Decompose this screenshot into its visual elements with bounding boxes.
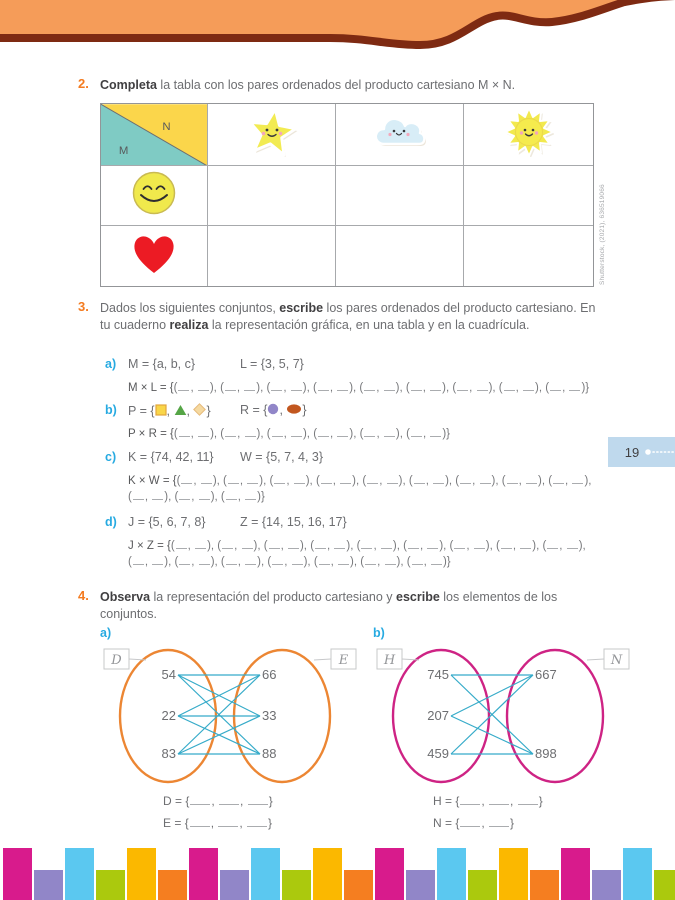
product-pairs: J × Z = {( , ), ( , ), ( , ), ( , ), ( , ), ( , ), ( , ), ( , ), ( , ), ( , ), ( , ), ( , ), ( , ), ( , ), ( , ), ( , )} <box>128 540 586 568</box>
footer-color-bars <box>0 848 675 900</box>
footer-bar <box>592 870 621 900</box>
answer-blank[interactable] <box>294 480 305 484</box>
answer-blank[interactable] <box>248 801 268 805</box>
footer-bar <box>468 870 497 900</box>
answer-blank[interactable] <box>572 480 583 484</box>
smiley-icon <box>130 169 178 217</box>
exercise3-instruction: Dados los siguientes conjuntos, escribe los pares ordenados del producto cartesiano. En tu cuaderno realiza la representación gráfica, en una tabla y en la cuadrícula. <box>100 301 596 332</box>
diagram-a-label: a) <box>100 626 112 640</box>
table-cell-empty[interactable] <box>464 226 593 286</box>
answer-blank[interactable] <box>518 801 538 805</box>
answer-row-d: D = { , , } <box>163 794 273 808</box>
answer-blank[interactable] <box>387 480 398 484</box>
footer-bar <box>375 848 404 900</box>
diamond-shape-icon <box>193 403 206 416</box>
item-letter: b) <box>105 403 117 417</box>
product-label: M × L = { <box>128 382 174 394</box>
answer-blank[interactable] <box>501 545 512 549</box>
answer-blank[interactable] <box>507 480 518 484</box>
answer-blank[interactable] <box>292 561 303 565</box>
table-cell-empty[interactable] <box>336 166 464 226</box>
answer-blank[interactable] <box>430 387 441 391</box>
exercise2-instruction: Completa la tabla con los pares ordenados del producto cartesiano M × N. <box>100 78 516 92</box>
product-label: J × Z = { <box>128 540 171 552</box>
answer-blank[interactable] <box>477 387 488 391</box>
item-letter: a) <box>105 357 117 371</box>
answer-blank[interactable] <box>181 480 192 484</box>
cartesian-mapping-diagram <box>90 640 370 792</box>
exercise3-item-d <box>105 515 615 570</box>
answer-blank[interactable] <box>272 433 283 437</box>
page-number: 19 <box>624 445 640 460</box>
star-icon <box>246 107 298 157</box>
answer-blank[interactable] <box>271 387 282 391</box>
set-name: E <box>163 816 172 830</box>
set-definition-2: L = {3, 5, 7} <box>240 357 304 371</box>
answer-blank[interactable] <box>179 561 190 565</box>
item-letter: c) <box>105 450 117 464</box>
table-header-cell <box>336 104 464 166</box>
answer-blank[interactable] <box>198 433 209 437</box>
table-row-header-cell <box>101 166 208 226</box>
set-label: E <box>338 653 349 668</box>
set-element-value: 22 <box>161 708 176 723</box>
set-element-value: 745 <box>427 667 449 682</box>
exercise2-number: 2. <box>78 76 89 91</box>
answer-blank[interactable] <box>228 480 239 484</box>
set-element-value: 459 <box>427 746 449 761</box>
cloud-icon <box>373 113 427 151</box>
answer-blank[interactable] <box>414 480 425 484</box>
exercise4-number: 4. <box>78 588 89 603</box>
set-definition-2: W = {5, 7, 4, 3} <box>240 450 324 464</box>
answer-row-n: N = { , } <box>433 816 515 830</box>
answer-blank[interactable] <box>226 561 237 565</box>
answer-blank[interactable] <box>340 480 351 484</box>
diagram-a <box>90 640 370 797</box>
answer-blank[interactable] <box>427 545 438 549</box>
answer-blank[interactable] <box>460 480 471 484</box>
footer-bar <box>158 870 187 900</box>
answer-blank[interactable] <box>474 545 485 549</box>
answer-blank[interactable] <box>411 433 422 437</box>
set-name: H <box>433 794 442 808</box>
answer-blank[interactable] <box>412 561 423 565</box>
exercise3-item-b <box>105 403 615 442</box>
answer-blank[interactable] <box>195 545 206 549</box>
footer-bar <box>623 848 652 900</box>
footer-bar <box>313 848 342 900</box>
set-name: D <box>163 794 172 808</box>
answer-blank[interactable] <box>431 561 442 565</box>
answer-blank[interactable] <box>272 561 283 565</box>
exercise3-number: 3. <box>78 299 89 314</box>
table-row-header-cell <box>101 226 208 286</box>
answer-blank[interactable] <box>179 496 190 500</box>
corner-label-n: N <box>162 120 171 133</box>
answer-blank[interactable] <box>454 545 465 549</box>
answer-blank[interactable] <box>550 387 561 391</box>
answer-blank[interactable] <box>242 545 253 549</box>
answer-blank[interactable] <box>569 387 580 391</box>
answer-blank[interactable] <box>179 433 190 437</box>
table-cell-empty[interactable] <box>336 226 464 286</box>
answer-blank[interactable] <box>245 433 256 437</box>
answer-blank[interactable] <box>199 561 210 565</box>
footer-bar <box>251 848 280 900</box>
set-element-value: 667 <box>535 667 557 682</box>
answer-blank[interactable] <box>225 387 236 391</box>
star-icon-cell <box>246 107 298 162</box>
set-element-value: 83 <box>161 746 176 761</box>
answer-blank[interactable] <box>219 801 239 805</box>
set-definition-2: Z = {14, 15, 16, 17} <box>240 515 347 529</box>
answer-blank[interactable] <box>133 496 144 500</box>
set-definition-2: R = { , } <box>240 403 307 417</box>
answer-blank[interactable] <box>430 433 441 437</box>
answer-blank[interactable] <box>269 545 280 549</box>
answer-blank[interactable] <box>288 545 299 549</box>
answer-blank[interactable] <box>245 561 256 565</box>
answer-blank[interactable] <box>567 545 578 549</box>
answer-blank[interactable] <box>457 387 468 391</box>
set-definition-1: K = {74, 42, 11} <box>128 450 214 464</box>
footer-bar <box>499 848 528 900</box>
answer-blank[interactable] <box>411 387 422 391</box>
answer-blank[interactable] <box>319 561 330 565</box>
table-cell-empty[interactable] <box>208 226 336 286</box>
answer-blank[interactable] <box>460 801 480 805</box>
set-element-value: 54 <box>161 667 176 682</box>
set-definition-1: M = {a, b, c} <box>128 357 196 371</box>
set-element-value: 88 <box>262 746 277 761</box>
answer-blank[interactable] <box>190 823 210 827</box>
set-element-value: 33 <box>262 708 277 723</box>
footer-bar <box>344 870 373 900</box>
table-corner-cell <box>101 104 208 166</box>
answer-blank[interactable] <box>504 387 515 391</box>
answer-blank[interactable] <box>334 545 345 549</box>
footer-bar <box>530 870 559 900</box>
set-label: N <box>610 653 623 668</box>
item-letter: d) <box>105 515 117 529</box>
answer-blank[interactable] <box>244 387 255 391</box>
exercise3-item-a <box>105 357 615 396</box>
answer-row-h: H = { , , } <box>433 794 543 808</box>
answer-blank[interactable] <box>520 545 531 549</box>
square-shape-icon <box>155 404 167 416</box>
answer-blank[interactable] <box>364 387 375 391</box>
triangle-shape-icon <box>174 404 187 416</box>
answer-blank[interactable] <box>460 823 480 827</box>
heart-icon <box>131 232 177 276</box>
answer-blank[interactable] <box>152 561 163 565</box>
answer-blank[interactable] <box>480 480 491 484</box>
answer-blank[interactable] <box>526 480 537 484</box>
answer-blank[interactable] <box>489 823 509 827</box>
exercise3-item-c <box>105 450 615 505</box>
cloud-icon-cell <box>373 113 427 156</box>
answer-blank[interactable] <box>385 561 396 565</box>
set-element-value: 898 <box>535 746 557 761</box>
answer-blank[interactable] <box>367 480 378 484</box>
footer-bar <box>34 870 63 900</box>
table-header-cell <box>208 104 336 166</box>
footer-bar <box>282 870 311 900</box>
sun-icon-cell <box>504 107 554 162</box>
answer-blank[interactable] <box>247 480 258 484</box>
footer-bar <box>3 848 32 900</box>
footer-bar <box>437 848 466 900</box>
table-cell-empty[interactable] <box>464 166 593 226</box>
answer-blank[interactable] <box>178 387 189 391</box>
footer-bar <box>654 870 675 900</box>
answer-blank[interactable] <box>384 433 395 437</box>
answer-blank[interactable] <box>152 496 163 500</box>
answer-blank[interactable] <box>361 545 372 549</box>
table-header-cell <box>464 104 593 166</box>
answer-blank[interactable] <box>553 480 564 484</box>
badge-dot <box>645 449 651 455</box>
sun-icon <box>504 107 554 157</box>
product-label: K × W = { <box>128 475 177 487</box>
diagram-b <box>363 640 643 797</box>
answer-blank[interactable] <box>245 496 256 500</box>
answer-blank[interactable] <box>365 561 376 565</box>
set-element-value: 66 <box>262 667 277 682</box>
header-wave <box>0 0 675 56</box>
answer-blank[interactable] <box>315 545 326 549</box>
answer-blank[interactable] <box>384 387 395 391</box>
set-label: D <box>111 653 122 668</box>
answer-blank[interactable] <box>226 496 237 500</box>
circle-shape-icon <box>267 403 279 415</box>
answer-blank[interactable] <box>321 480 332 484</box>
answer-blank[interactable] <box>274 480 285 484</box>
table-corner-diagonal <box>101 104 207 166</box>
answer-blank[interactable] <box>291 433 302 437</box>
answer-blank[interactable] <box>176 545 187 549</box>
footer-bar <box>96 870 125 900</box>
answer-blank[interactable] <box>133 561 144 565</box>
answer-blank[interactable] <box>199 496 210 500</box>
cartesian-table <box>100 103 594 287</box>
footer-bar <box>220 870 249 900</box>
answer-blank[interactable] <box>201 480 212 484</box>
relation-line <box>451 675 533 716</box>
answer-blank[interactable] <box>523 387 534 391</box>
exercise4-instruction: Observa la representación del producto cartesiano y escribe los elementos de los conjuntos. <box>100 590 558 621</box>
answer-blank[interactable] <box>338 561 349 565</box>
set-definition-1: J = {5, 6, 7, 8} <box>128 515 206 529</box>
set-label: H <box>383 653 396 668</box>
footer-bar <box>127 848 156 900</box>
corner-label-m: M <box>118 144 129 157</box>
answer-blank[interactable] <box>318 433 329 437</box>
product-label: P × R = { <box>128 428 174 440</box>
footer-bar <box>406 870 435 900</box>
set-definition-1: P = { , , } <box>128 404 211 418</box>
relation-line <box>451 716 533 754</box>
answer-row-e: E = { , , } <box>163 816 273 830</box>
product-pairs: P × R = {( , ), ( , ), ( , ), ( , ), ( , ), ( , )} <box>128 428 450 440</box>
answer-blank[interactable] <box>247 823 267 827</box>
page-number-badge <box>608 437 675 467</box>
footer-bar <box>189 848 218 900</box>
product-pairs: K × W = {( , ), ( , ), ( , ), ( , ), ( , ), ( , ), ( , ), ( , ), ( , ), ( , ), ( , ), ( , )} <box>128 475 592 503</box>
footer-bar <box>65 848 94 900</box>
answer-blank[interactable] <box>222 545 233 549</box>
answer-blank[interactable] <box>218 823 238 827</box>
oval-shape-icon <box>286 403 302 415</box>
answer-blank[interactable] <box>318 387 329 391</box>
answer-blank[interactable] <box>337 433 348 437</box>
answer-blank[interactable] <box>408 545 419 549</box>
answer-blank[interactable] <box>364 433 375 437</box>
answer-blank[interactable] <box>489 801 509 805</box>
photo-credit: Shutterstock, (2021), 636519066 <box>599 184 606 285</box>
answer-blank[interactable] <box>433 480 444 484</box>
answer-blank[interactable] <box>198 387 209 391</box>
product-pairs: M × L = {( , ), ( , ), ( , ), ( , ), ( , ), ( , ), ( , ), ( , ), ( , )} <box>128 382 590 394</box>
diagram-b-label: b) <box>373 626 385 640</box>
answer-blank[interactable] <box>381 545 392 549</box>
set-name: N <box>433 816 442 830</box>
set-element-value: 207 <box>427 708 449 723</box>
table-cell-empty[interactable] <box>208 166 336 226</box>
footer-bar <box>561 848 590 900</box>
cartesian-mapping-diagram <box>363 640 643 792</box>
smiley-icon-cell <box>130 169 178 222</box>
answer-blank[interactable] <box>547 545 558 549</box>
answer-blank[interactable] <box>291 387 302 391</box>
answer-blank[interactable] <box>225 433 236 437</box>
heart-icon-cell <box>131 232 177 281</box>
answer-blank[interactable] <box>337 387 348 391</box>
answer-blank[interactable] <box>190 801 210 805</box>
